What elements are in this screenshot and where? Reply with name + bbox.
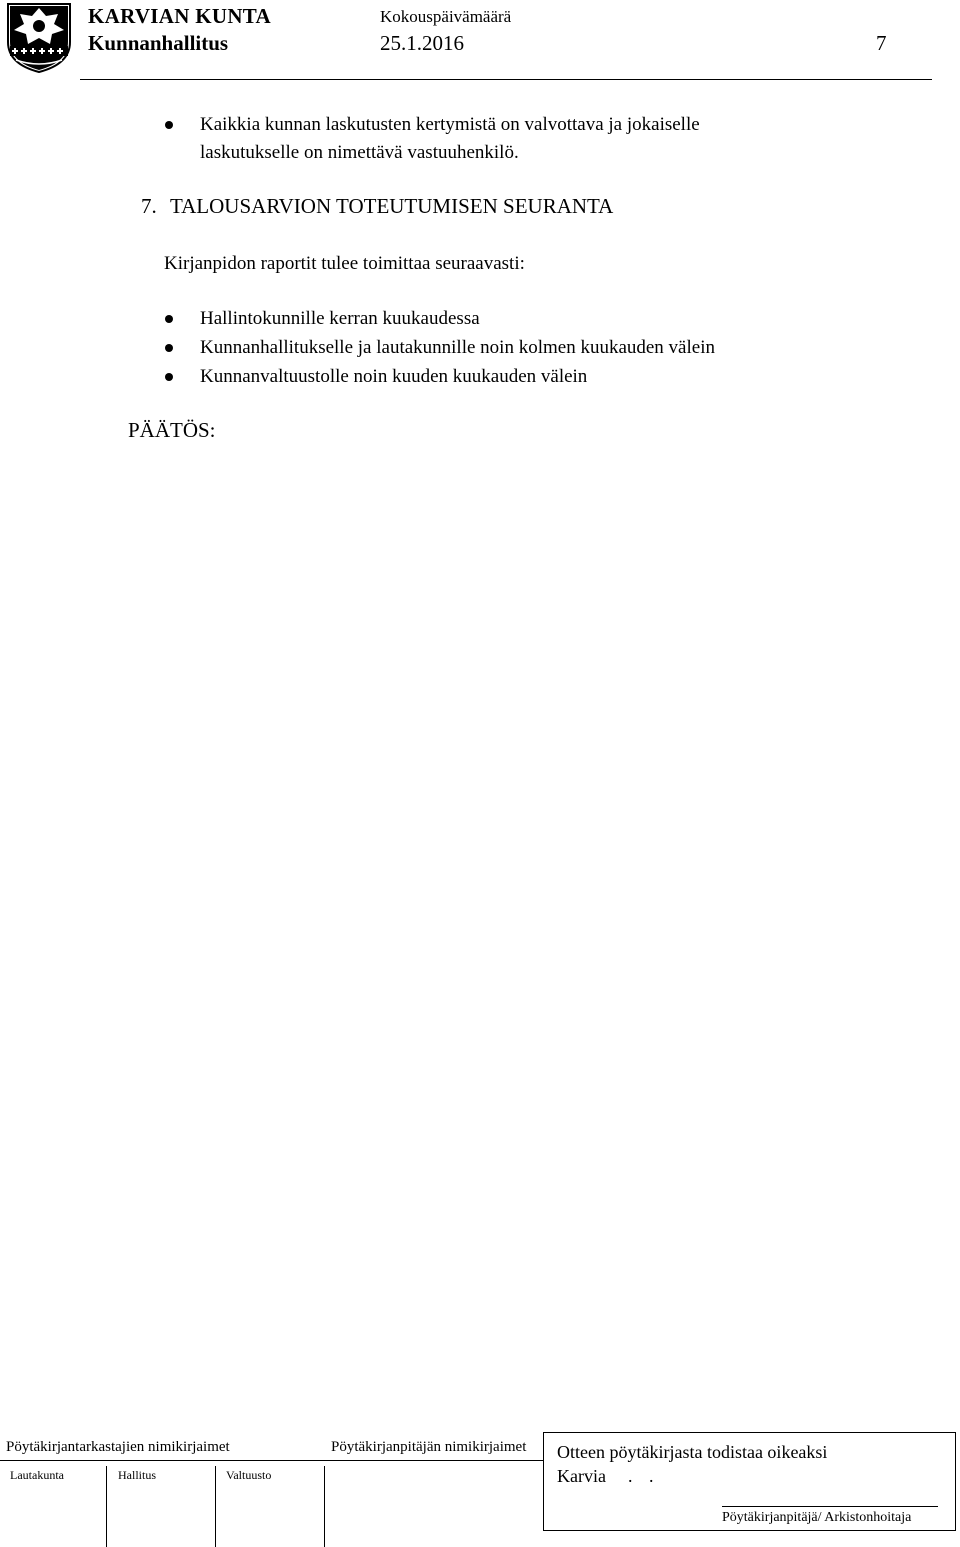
keeper-initials-label: Pöytäkirjanpitäjän nimikirjaimet [331,1439,527,1455]
meeting-date: 25.1.2016 [380,31,464,55]
page-number: 7 [876,31,887,55]
footer-column-divider [106,1466,107,1547]
footer-column-hallitus: Hallitus [118,1468,156,1482]
municipality-name: KARVIAN KUNTA [88,4,272,28]
section-title: TALOUSARVION TOTEUTUMISEN SEURANTA [170,194,614,218]
certification-place: Karvia [557,1466,606,1486]
meeting-date-label: Kokouspäivämäärä [380,7,512,26]
certification-date: . . [628,1466,660,1486]
board-name: Kunnanhallitus [88,31,229,55]
list-item: Kunnanhallitukselle ja lautakunnille noin kolmen kuukauden välein [200,337,715,358]
signature-line [722,1506,938,1507]
footer-column-valtuusto: Valtuusto [226,1468,272,1482]
reviewers-initials-label: Pöytäkirjantarkastajien nimikirjaimet [6,1439,230,1455]
header-divider [80,79,932,80]
section-number: 7. [141,194,157,218]
intro-bullet-line-2: laskutukselle on nimettävä vastuuhenkilö. [200,142,519,163]
bullet-icon [165,315,173,323]
bullet-icon [165,344,173,352]
list-item: Kunnanvaltuustolle noin kuuden kuukauden välein [200,366,588,387]
list-item: Hallintokunnille kerran kuukaudessa [200,308,480,329]
bullet-icon [165,121,173,129]
decision-label: PÄÄTÖS: [128,418,216,442]
certification-text: Otteen pöytäkirjasta todistaa oikeaksi [557,1442,828,1462]
signature-label: Pöytäkirjanpitäjä/ Arkistonhoitaja [722,1510,912,1525]
footer-column-lautakunta: Lautakunta [10,1468,64,1482]
section-intro: Kirjanpidon raportit tulee toimittaa seuraavasti: [164,253,525,274]
municipal-coat-of-arms-icon [6,2,72,74]
footer-column-divider [324,1466,325,1547]
footer-top-rule [0,1460,543,1461]
bullet-icon [165,373,173,381]
footer-column-divider [215,1466,216,1547]
intro-bullet-line-1: Kaikkia kunnan laskutusten kertymistä on valvottava ja jokaiselle [200,114,700,135]
section-heading [141,194,613,219]
